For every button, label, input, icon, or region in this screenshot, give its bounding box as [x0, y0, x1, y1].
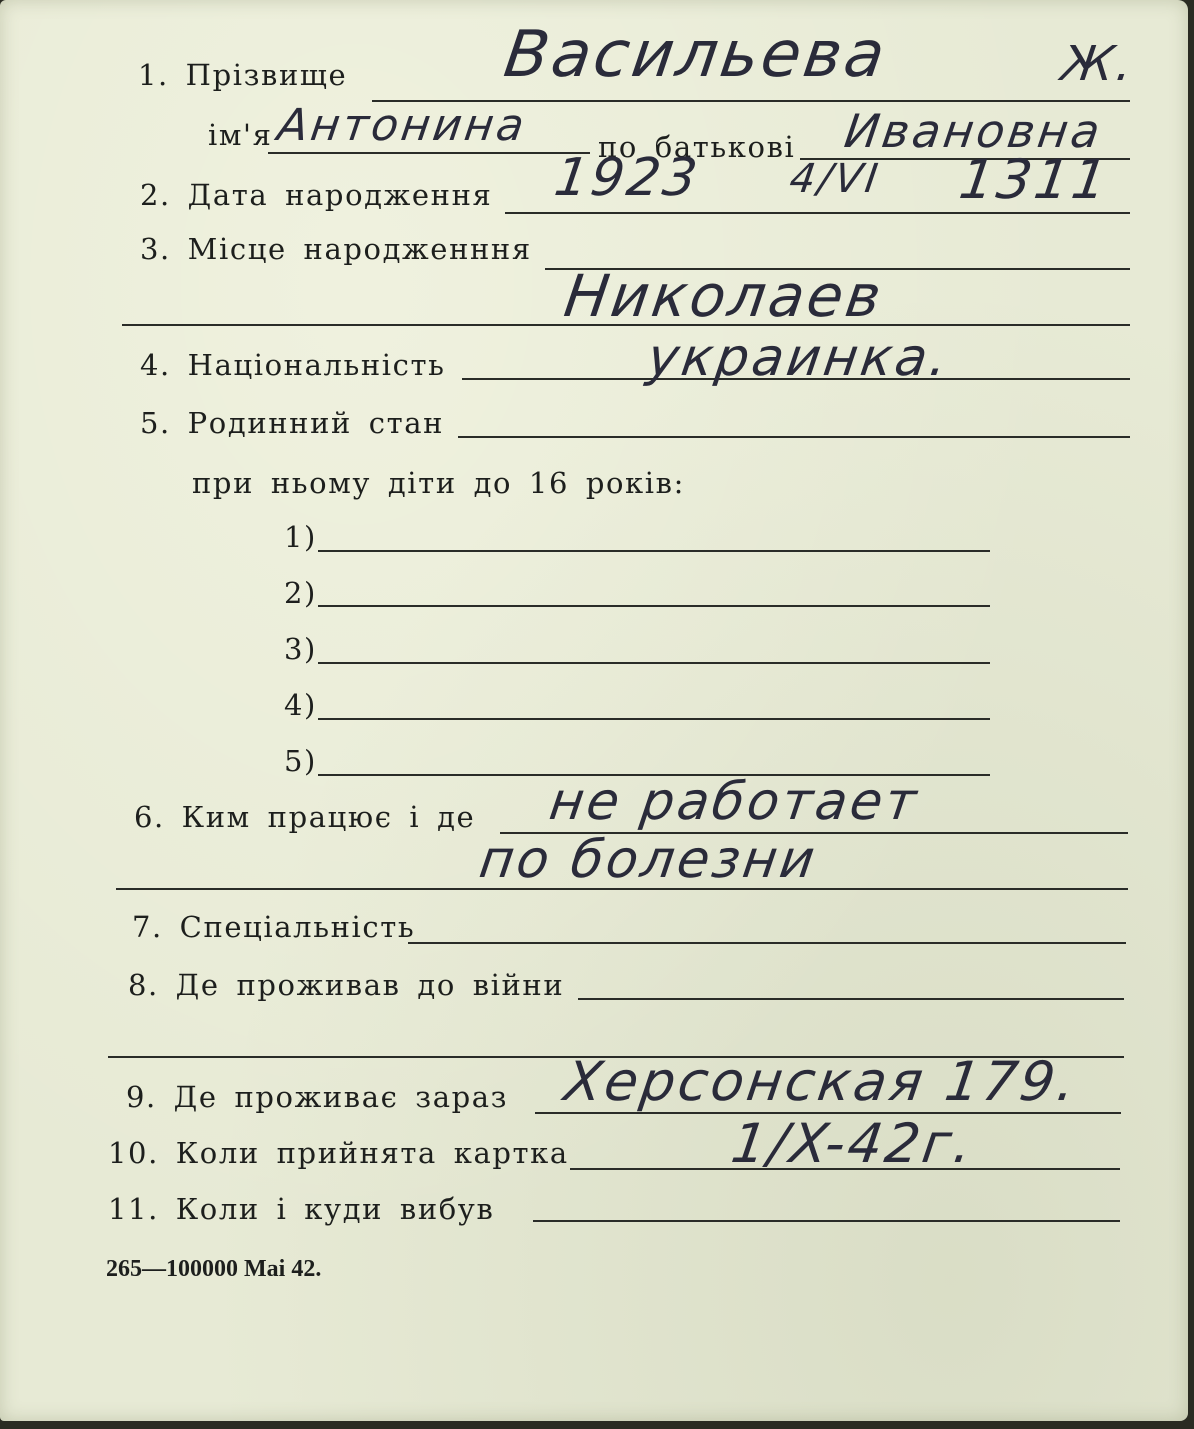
- surname-label: 1. Прізвище: [138, 58, 348, 92]
- work-label: 6. Ким працює і де: [134, 800, 476, 834]
- specialty-line: [408, 942, 1126, 944]
- birth-date-line: [505, 212, 1130, 214]
- work-value-line-2: по болезни: [475, 830, 822, 890]
- child-3-label: 3): [284, 632, 317, 666]
- child-2-label: 2): [284, 576, 317, 610]
- patronymic-value: Ивановна: [841, 104, 1107, 158]
- card-accepted-value: 1/X-42г.: [727, 1112, 979, 1175]
- child-5-label: 5): [284, 744, 317, 778]
- prewar-residence-label: 8. Де проживав до війни: [128, 968, 565, 1002]
- current-residence-label: 9. Де проживає зараз: [126, 1080, 509, 1114]
- specialty-label: 7. Спеціальність: [132, 910, 416, 944]
- name-line: [268, 152, 590, 154]
- child-4-line: [318, 718, 990, 720]
- birth-place-value: Николаев: [560, 262, 889, 330]
- child-1-line: [318, 550, 990, 552]
- nationality-value: украинка.: [643, 328, 954, 388]
- birth-date-value: 1923: [550, 148, 704, 208]
- child-1-label: 1): [284, 520, 317, 554]
- surname-value: Васильева: [499, 18, 893, 92]
- surname-mark: Ж.: [1058, 36, 1139, 92]
- children-label: при ньому діти до 16 років:: [192, 466, 685, 500]
- child-2-line: [318, 605, 990, 607]
- name-value: Антонина: [274, 100, 531, 151]
- patronymic-label: по батькові: [598, 130, 796, 164]
- family-status-label: 5. Родинний стан: [140, 406, 445, 440]
- birth-date-label: 2. Дата народження: [140, 178, 493, 212]
- birth-date-number: 1311: [955, 148, 1114, 211]
- departed-label: 11. Коли і куди вибув: [108, 1192, 495, 1226]
- departed-line: [533, 1220, 1120, 1222]
- work-value-line-1: не работает: [545, 772, 923, 832]
- birth-place-label: 3. Місце народженння: [140, 232, 532, 266]
- card-accepted-label: 10. Коли прийнята картка: [108, 1136, 569, 1170]
- nationality-label: 4. Національність: [140, 348, 446, 382]
- name-label: ім'я: [208, 118, 273, 152]
- child-4-label: 4): [284, 688, 317, 722]
- current-residence-value: Херсонская 179.: [560, 1050, 1083, 1113]
- print-run-footer: 265—100000 Mai 42.: [106, 1256, 322, 1282]
- prewar-residence-line-1: [578, 998, 1124, 1000]
- family-status-line: [458, 436, 1130, 438]
- birth-date-extra: 4/VI: [786, 156, 884, 202]
- child-3-line: [318, 662, 990, 664]
